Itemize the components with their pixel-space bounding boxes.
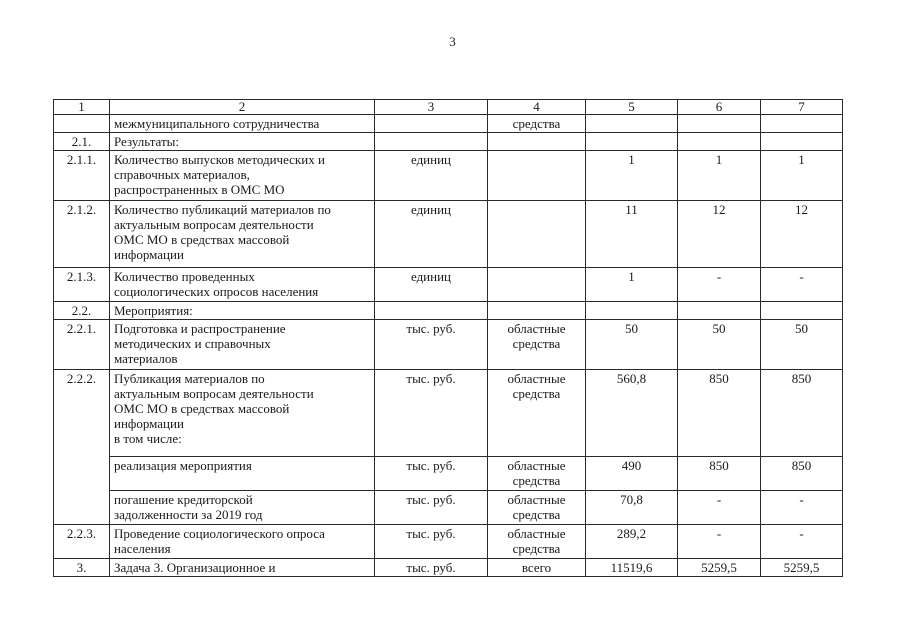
- funding-source: [488, 559, 586, 577]
- value-v7: [761, 320, 843, 370]
- item-name: [110, 457, 375, 491]
- cell-line: областные: [507, 321, 566, 336]
- cell-text: 5259,5: [783, 560, 820, 575]
- cell-line: областные: [507, 371, 566, 386]
- cell-text: единиц: [410, 202, 452, 217]
- cell-text: 490: [621, 458, 642, 473]
- header-cell: 1: [54, 100, 110, 115]
- cell-line: межмуниципального сотрудничества: [114, 116, 320, 131]
- item-number: [54, 370, 110, 525]
- value-v6: [678, 133, 761, 151]
- value-v7: [761, 201, 843, 268]
- cell-text: -: [716, 492, 722, 507]
- item-unit: [375, 370, 488, 457]
- cell-text: 1: [798, 152, 805, 167]
- cell-line: реализация мероприятия: [114, 458, 252, 473]
- value-v7: [761, 151, 843, 201]
- item-unit: [375, 133, 488, 151]
- value-v5: [586, 201, 678, 268]
- funding-source: [488, 133, 586, 151]
- cell-line: актуальным вопросам деятельности: [114, 217, 314, 232]
- cell-line: ОМС МО в средствах массовой: [114, 232, 290, 247]
- cell-text: -: [799, 526, 804, 541]
- cell-text: -: [716, 526, 722, 541]
- value-v6: [678, 491, 761, 525]
- item-unit: [375, 151, 488, 201]
- item-unit: [375, 268, 488, 302]
- item-number: [54, 201, 110, 268]
- cell-line: областные: [507, 526, 566, 541]
- table-row: [54, 457, 843, 491]
- funding-source: [488, 457, 586, 491]
- item-number: [54, 302, 110, 320]
- funding-source: [488, 320, 586, 370]
- cell-text: 50: [712, 321, 726, 336]
- cell-line: задолженности за 2019 год: [114, 507, 263, 522]
- cell-line: средства: [512, 507, 561, 522]
- value-v5: [586, 457, 678, 491]
- cell-text: -: [716, 269, 722, 284]
- cell-text: 11: [625, 202, 638, 217]
- value-v6: [678, 525, 761, 559]
- value-v5: [586, 302, 678, 320]
- value-v6: [678, 457, 761, 491]
- value-v5: [586, 370, 678, 457]
- cell-text: 2.2.3.: [66, 526, 97, 541]
- item-name: [110, 302, 375, 320]
- table-row: [54, 268, 843, 302]
- value-v7: [761, 302, 843, 320]
- cell-line: Мероприятия:: [114, 303, 193, 318]
- table-row: [54, 525, 843, 559]
- cell-text: 850: [791, 458, 812, 473]
- cell-line: Количество проведенных: [114, 269, 255, 284]
- cell-line: Проведение социологического опроса: [114, 526, 325, 541]
- cell-text: 289,2: [616, 526, 647, 541]
- cell-line: распространенных в ОМС МО: [114, 182, 285, 197]
- item-name: [110, 115, 375, 133]
- cell-line: населения: [114, 541, 171, 556]
- item-name: [110, 525, 375, 559]
- table-row: [54, 320, 843, 370]
- cell-text: единиц: [410, 269, 452, 284]
- value-v6: [678, 320, 761, 370]
- cell-text: тыс. руб.: [406, 526, 456, 541]
- cell-line: Публикация материалов по: [114, 371, 265, 386]
- funding-source: [488, 201, 586, 268]
- item-name: [110, 151, 375, 201]
- value-v6: [678, 201, 761, 268]
- value-v7: [761, 491, 843, 525]
- value-v6: [678, 302, 761, 320]
- cell-text: 2.2.2.: [66, 371, 97, 386]
- value-v5: [586, 491, 678, 525]
- item-number: [54, 559, 110, 577]
- value-v7: [761, 268, 843, 302]
- value-v6: [678, 268, 761, 302]
- item-number: [54, 320, 110, 370]
- item-name: [110, 491, 375, 525]
- cell-text: 850: [791, 371, 812, 386]
- cell-line: областные: [507, 458, 566, 473]
- item-name: [110, 201, 375, 268]
- cell-line: информации: [114, 247, 184, 262]
- item-unit: [375, 491, 488, 525]
- cell-line: актуальным вопросам деятельности: [114, 386, 314, 401]
- item-unit: [375, 457, 488, 491]
- cell-line: погашение кредиторской: [114, 492, 253, 507]
- cell-text: 1: [628, 269, 635, 284]
- cell-text: 2.2.1.: [66, 321, 97, 336]
- value-v7: [761, 457, 843, 491]
- header-cell: 5: [586, 100, 678, 115]
- item-name: [110, 133, 375, 151]
- cell-text: 2.1.3.: [66, 269, 97, 284]
- item-unit: [375, 559, 488, 577]
- item-name: [110, 559, 375, 577]
- funding-source: [488, 525, 586, 559]
- cell-text: 2.2.: [71, 303, 92, 318]
- funding-source: [488, 370, 586, 457]
- cell-text: единиц: [410, 152, 452, 167]
- value-v7: [761, 115, 843, 133]
- cell-line: социологических опросов населения: [114, 284, 319, 299]
- cell-line: информации: [114, 416, 184, 431]
- item-unit: [375, 201, 488, 268]
- cell-text: 560,8: [616, 371, 647, 386]
- table-header-row: [54, 100, 843, 115]
- table-row: [54, 302, 843, 320]
- table-row: [54, 151, 843, 201]
- cell-text: 2.1.1.: [66, 152, 97, 167]
- cell-line: областные: [507, 492, 566, 507]
- value-v5: [586, 133, 678, 151]
- cell-line: средства: [512, 336, 561, 351]
- item-number: [54, 151, 110, 201]
- value-v5: [586, 525, 678, 559]
- header-cell: 6: [678, 100, 761, 115]
- value-v6: [678, 370, 761, 457]
- page-number: 3: [449, 34, 456, 49]
- value-v5: [586, 151, 678, 201]
- value-v7: [761, 370, 843, 457]
- cell-text: 850: [709, 371, 729, 386]
- cell-text: 850: [709, 458, 729, 473]
- header-cell: 3: [375, 100, 488, 115]
- header-cell: 2: [110, 100, 375, 115]
- cell-text: 5259,5: [701, 560, 737, 575]
- cell-line: средства: [512, 473, 561, 488]
- cell-line: средства: [512, 116, 561, 131]
- cell-line: средства: [512, 386, 561, 401]
- value-v5: [586, 115, 678, 133]
- cell-line: всего: [521, 560, 552, 575]
- value-v6: [678, 115, 761, 133]
- cell-text: 1: [628, 152, 635, 167]
- cell-text: тыс. руб.: [406, 492, 456, 507]
- funding-source: [488, 491, 586, 525]
- table-row: [54, 491, 843, 525]
- table-row: [54, 115, 843, 133]
- value-v6: [678, 559, 761, 577]
- item-number: [54, 525, 110, 559]
- cell-text: -: [799, 492, 804, 507]
- cell-line: материалов: [114, 351, 178, 366]
- cell-line: справочных материалов,: [114, 167, 250, 182]
- cell-text: 50: [625, 321, 638, 336]
- item-unit: [375, 320, 488, 370]
- cell-line: в том числе:: [114, 431, 182, 446]
- cell-line: Количество выпусков методических и: [114, 152, 325, 167]
- header-cell: 4: [488, 100, 586, 115]
- item-unit: [375, 302, 488, 320]
- table-row: [54, 133, 843, 151]
- item-unit: [375, 525, 488, 559]
- value-v5: [586, 559, 678, 577]
- cell-text: тыс. руб.: [406, 560, 456, 575]
- cell-line: ОМС МО в средствах массовой: [114, 401, 290, 416]
- cell-text: тыс. руб.: [406, 321, 456, 336]
- value-v7: [761, 525, 843, 559]
- cell-line: средства: [512, 541, 561, 556]
- cell-text: тыс. руб.: [406, 371, 456, 386]
- cell-line: Подготовка и распространение: [114, 321, 286, 336]
- value-v5: [586, 268, 678, 302]
- cell-text: 11519,6: [610, 560, 653, 575]
- item-unit: [375, 115, 488, 133]
- item-number: [54, 268, 110, 302]
- value-v5: [586, 320, 678, 370]
- cell-text: 3.: [76, 560, 87, 575]
- cell-line: методических и справочных: [114, 336, 271, 351]
- cell-text: 70,8: [620, 492, 643, 507]
- table-row: [54, 559, 843, 577]
- cell-line: Количество публикаций материалов по: [114, 202, 331, 217]
- cell-text: 50: [795, 321, 808, 336]
- funding-source: [488, 151, 586, 201]
- table-row: [54, 201, 843, 268]
- cell-text: 12: [712, 202, 726, 217]
- cell-line: Задача 3. Организационное и: [114, 560, 276, 575]
- item-number: [54, 115, 110, 133]
- item-name: [110, 268, 375, 302]
- item-name: [110, 370, 375, 457]
- funding-source: [488, 268, 586, 302]
- cell-text: тыс. руб.: [406, 458, 456, 473]
- value-v6: [678, 151, 761, 201]
- cell-text: -: [799, 269, 804, 284]
- header-cell: 7: [761, 100, 843, 115]
- program-table: [53, 99, 843, 577]
- cell-text: 12: [795, 202, 808, 217]
- value-v7: [761, 133, 843, 151]
- table-row: [54, 370, 843, 457]
- item-number: [54, 133, 110, 151]
- value-v7: [761, 559, 843, 577]
- funding-source: [488, 302, 586, 320]
- item-name: [110, 320, 375, 370]
- cell-text: 1: [715, 152, 723, 167]
- cell-text: 2.1.2.: [66, 202, 97, 217]
- cell-text: 2.1.: [71, 134, 92, 149]
- funding-source: [488, 115, 586, 133]
- cell-line: Результаты:: [114, 134, 179, 149]
